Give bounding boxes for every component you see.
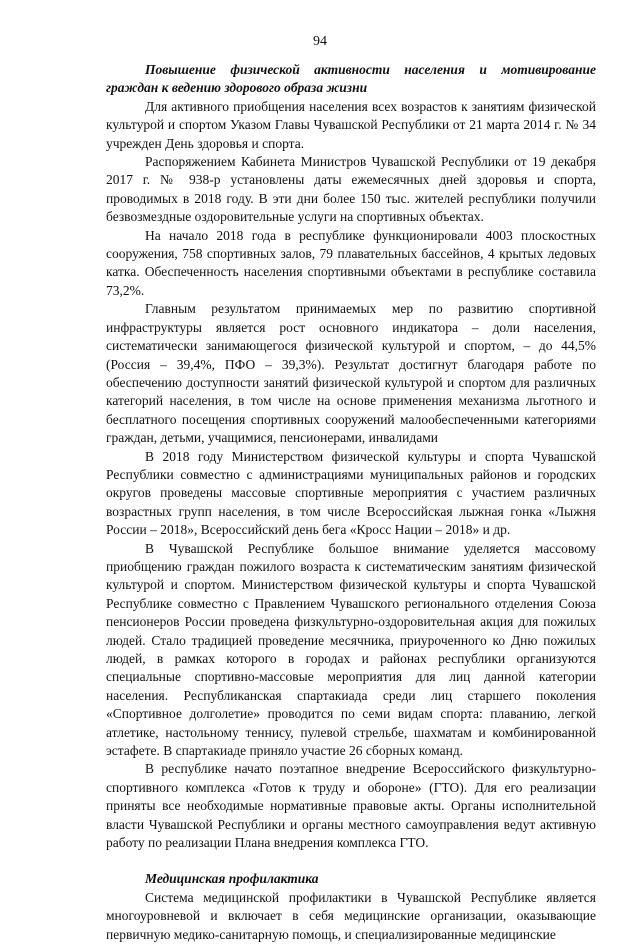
page-number: 94 — [313, 34, 327, 49]
page-content — [106, 61, 596, 944]
section-spacer — [106, 852, 596, 870]
paragraph: Для активного приобщения населения всех возрастов к занятиям физической культурой и спортом Указом Главы Чувашской Республики от 21 марта 2014 г. № 34 учрежден День здоровья и спорта. — [106, 98, 596, 151]
paragraph: Система медицинской профилактики в Чувашской Республике является многоуровневой и включает в себя медицинские организации, оказывающие первичную медико-санитарную помощь, и специализированные медицинские — [106, 889, 596, 942]
paragraph: В 2018 году Министерством физической культуры и спорта Чувашской Республики совместно с администрациями муниципальных районов и городских округов проведены массовые спортивные мероприятия с участием различных возрастных групп населения, в том числе Всероссийская лыжная гонка «Лыжня России – 2018», Всероссийский день бега «Кросс Нации – 2018» и др. — [106, 448, 596, 538]
paragraph: Распоряжением Кабинета Министров Чувашской Республики от 19 декабря 2017 г. № 938-р установлены даты ежемесячных дней здоровья и спорта, проводимых в 2018 году. В эти дни более 150 тыс. жителей республики получили безвозмездные оздоровительные услуги на спортивных объектах. — [106, 154, 596, 225]
paragraph: В Чувашской Республике большое внимание уделяется массовому приобщению граждан пожилого возраста к систематическим занятиям физической культурой и спортом. Министерством физической культуры и спорта Чувашской Республике совместно с Правлением Чувашского регионального отделения Союза пенсионеров России проведена физкультурно-оздоровительная акция для пожилых людей. Стало традицией проведение месячника, приуроченного ко Дню пожилых людей, в рамках которого в городах и районах республики организуются специальные спортивно-массовые мероприятия для лиц данной категории населения. Республиканская спартакиада среди лиц старшего поколения «Спортивное долголетие» проводится по семи видам спорта: плаванию, легкой атлетике, настольному теннису, пулевой стрельбе, шахматам и комбинированной эстафете. В спартакиаде приняло участие 26 сборных команд. — [106, 540, 596, 759]
section-heading-physical-activity: Повышение физической активности населения и мотивирование граждан к ведению здорового образа жизни — [106, 62, 596, 96]
paragraph: В республике начато поэтапное внедрение Всероссийского физкультурно-спортивного комплекса «Готов к труду и обороне» (ГТО). Для его реализации приняты все необходимые нормативные правовые акты. Органы исполнительной власти Чувашской Республики и органы местного самоуправления ведут активную работу по реализации Плана внедрения комплекса ГТО. — [106, 761, 596, 851]
paragraph: Главным результатом принимаемых мер по развитию спортивной инфраструктуры является рост основного индикатора – доли населения, систематически занимающегося физической культурой и спортом, – до 44,5% (Россия – 39,4%, ПФО – 39,3%). Результат достигнут благодаря работе по обеспечению доступности занятий физической культурой и спортом для различных категорий населения, в том числе на основе применения механизма льготного и бесплатного посещения спортивных сооружений малообеспеченными категориями граждан, детьми, учащимися, пенсионерами, инвалидами — [106, 301, 596, 446]
section-heading-medical-prevention: Медицинская профилактика — [145, 871, 319, 887]
paragraph: На начало 2018 года в республике функционировали 4003 плоскостных сооружения, 758 спортивных залов, 79 плавательных бассейнов, 4 крытых ледовых катка. Обеспеченность населения спортивными объектами в республике составила 73,2%. — [106, 227, 596, 298]
